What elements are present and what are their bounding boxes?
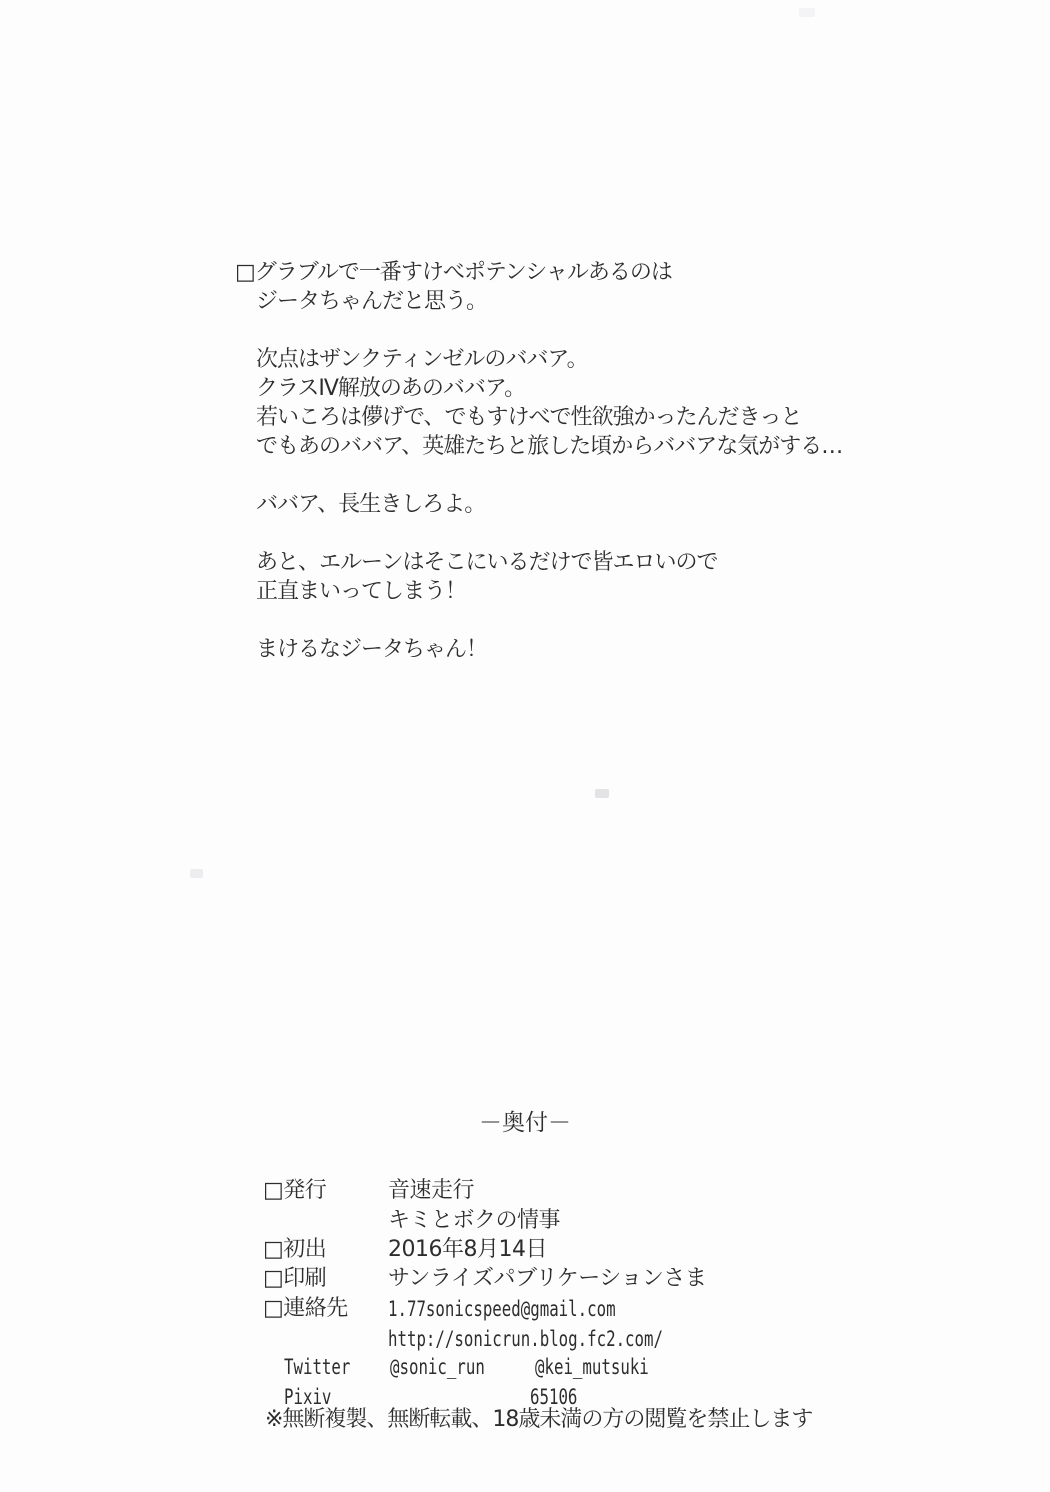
colophon-label-first-published: □初出 bbox=[263, 1237, 327, 1262]
afterword-line: ジータちゃんだと思う。 bbox=[256, 289, 488, 314]
pixiv-id: 65106 bbox=[530, 1385, 578, 1409]
colophon-value-book-title: キミとボクの情事 bbox=[388, 1208, 561, 1233]
scan-speck bbox=[190, 869, 203, 878]
afterword-line: 若いころは儚げで、でもすけべで性欲強かったんだきっと bbox=[256, 405, 802, 430]
afterword-paragraph bbox=[235, 635, 842, 664]
afterword-paragraph bbox=[235, 548, 842, 606]
pixiv-label: Pixiv bbox=[284, 1385, 332, 1409]
contact-email: 1.77sonicspeed@gmail.com bbox=[388, 1297, 616, 1321]
afterword-line: まけるなジータちゃん！ bbox=[256, 637, 488, 662]
afterword-line: あと、エルーンはそこにいるだけで皆エロいので bbox=[256, 550, 718, 575]
colophon-value-printer: サンライズパブリケーションさま bbox=[388, 1266, 707, 1291]
twitter-handle-1: @sonic_run bbox=[390, 1355, 485, 1379]
afterword-paragraph bbox=[235, 490, 842, 519]
twitter-handle-2: @kei_mutsuki bbox=[535, 1355, 649, 1379]
copyright-notice: ※無断複製、無断転載、18歳未満の方の閲覧を禁止します bbox=[265, 1407, 813, 1432]
afterword-text bbox=[235, 258, 842, 664]
twitter-label: Twitter bbox=[284, 1355, 351, 1379]
afterword-line: でもあのババア、英雄たちと旅した頃からババアな気がする… bbox=[256, 434, 843, 459]
afterword-paragraph bbox=[235, 345, 842, 461]
afterword-line: □グラブルで一番すけべポテンシャルあるのは bbox=[235, 260, 672, 285]
colophon-label-contact: □連絡先 bbox=[263, 1296, 348, 1321]
afterword-line: ババア、長生きしろよ。 bbox=[256, 492, 486, 517]
afterword-line: クラスIV解放のあのババア。 bbox=[256, 376, 526, 401]
scan-speck bbox=[799, 8, 815, 17]
afterword-line: 次点はザンクティンゼルのババア。 bbox=[256, 347, 588, 372]
colophon-label-printing: □印刷 bbox=[263, 1266, 327, 1291]
afterword-paragraph bbox=[235, 258, 842, 316]
colophon-label-publisher: □発行 bbox=[263, 1178, 327, 1203]
scan-speck bbox=[595, 789, 609, 798]
colophon-value-date: 2016年8月14日 bbox=[388, 1237, 547, 1262]
afterword-line: 正直まいってしまう！ bbox=[256, 579, 467, 604]
colophon-value-circle: 音速走行 bbox=[388, 1178, 475, 1203]
colophon-heading: －奥付－ bbox=[479, 1110, 571, 1136]
contact-url: http://sonicrun.blog.fc2.com/ bbox=[388, 1327, 663, 1351]
